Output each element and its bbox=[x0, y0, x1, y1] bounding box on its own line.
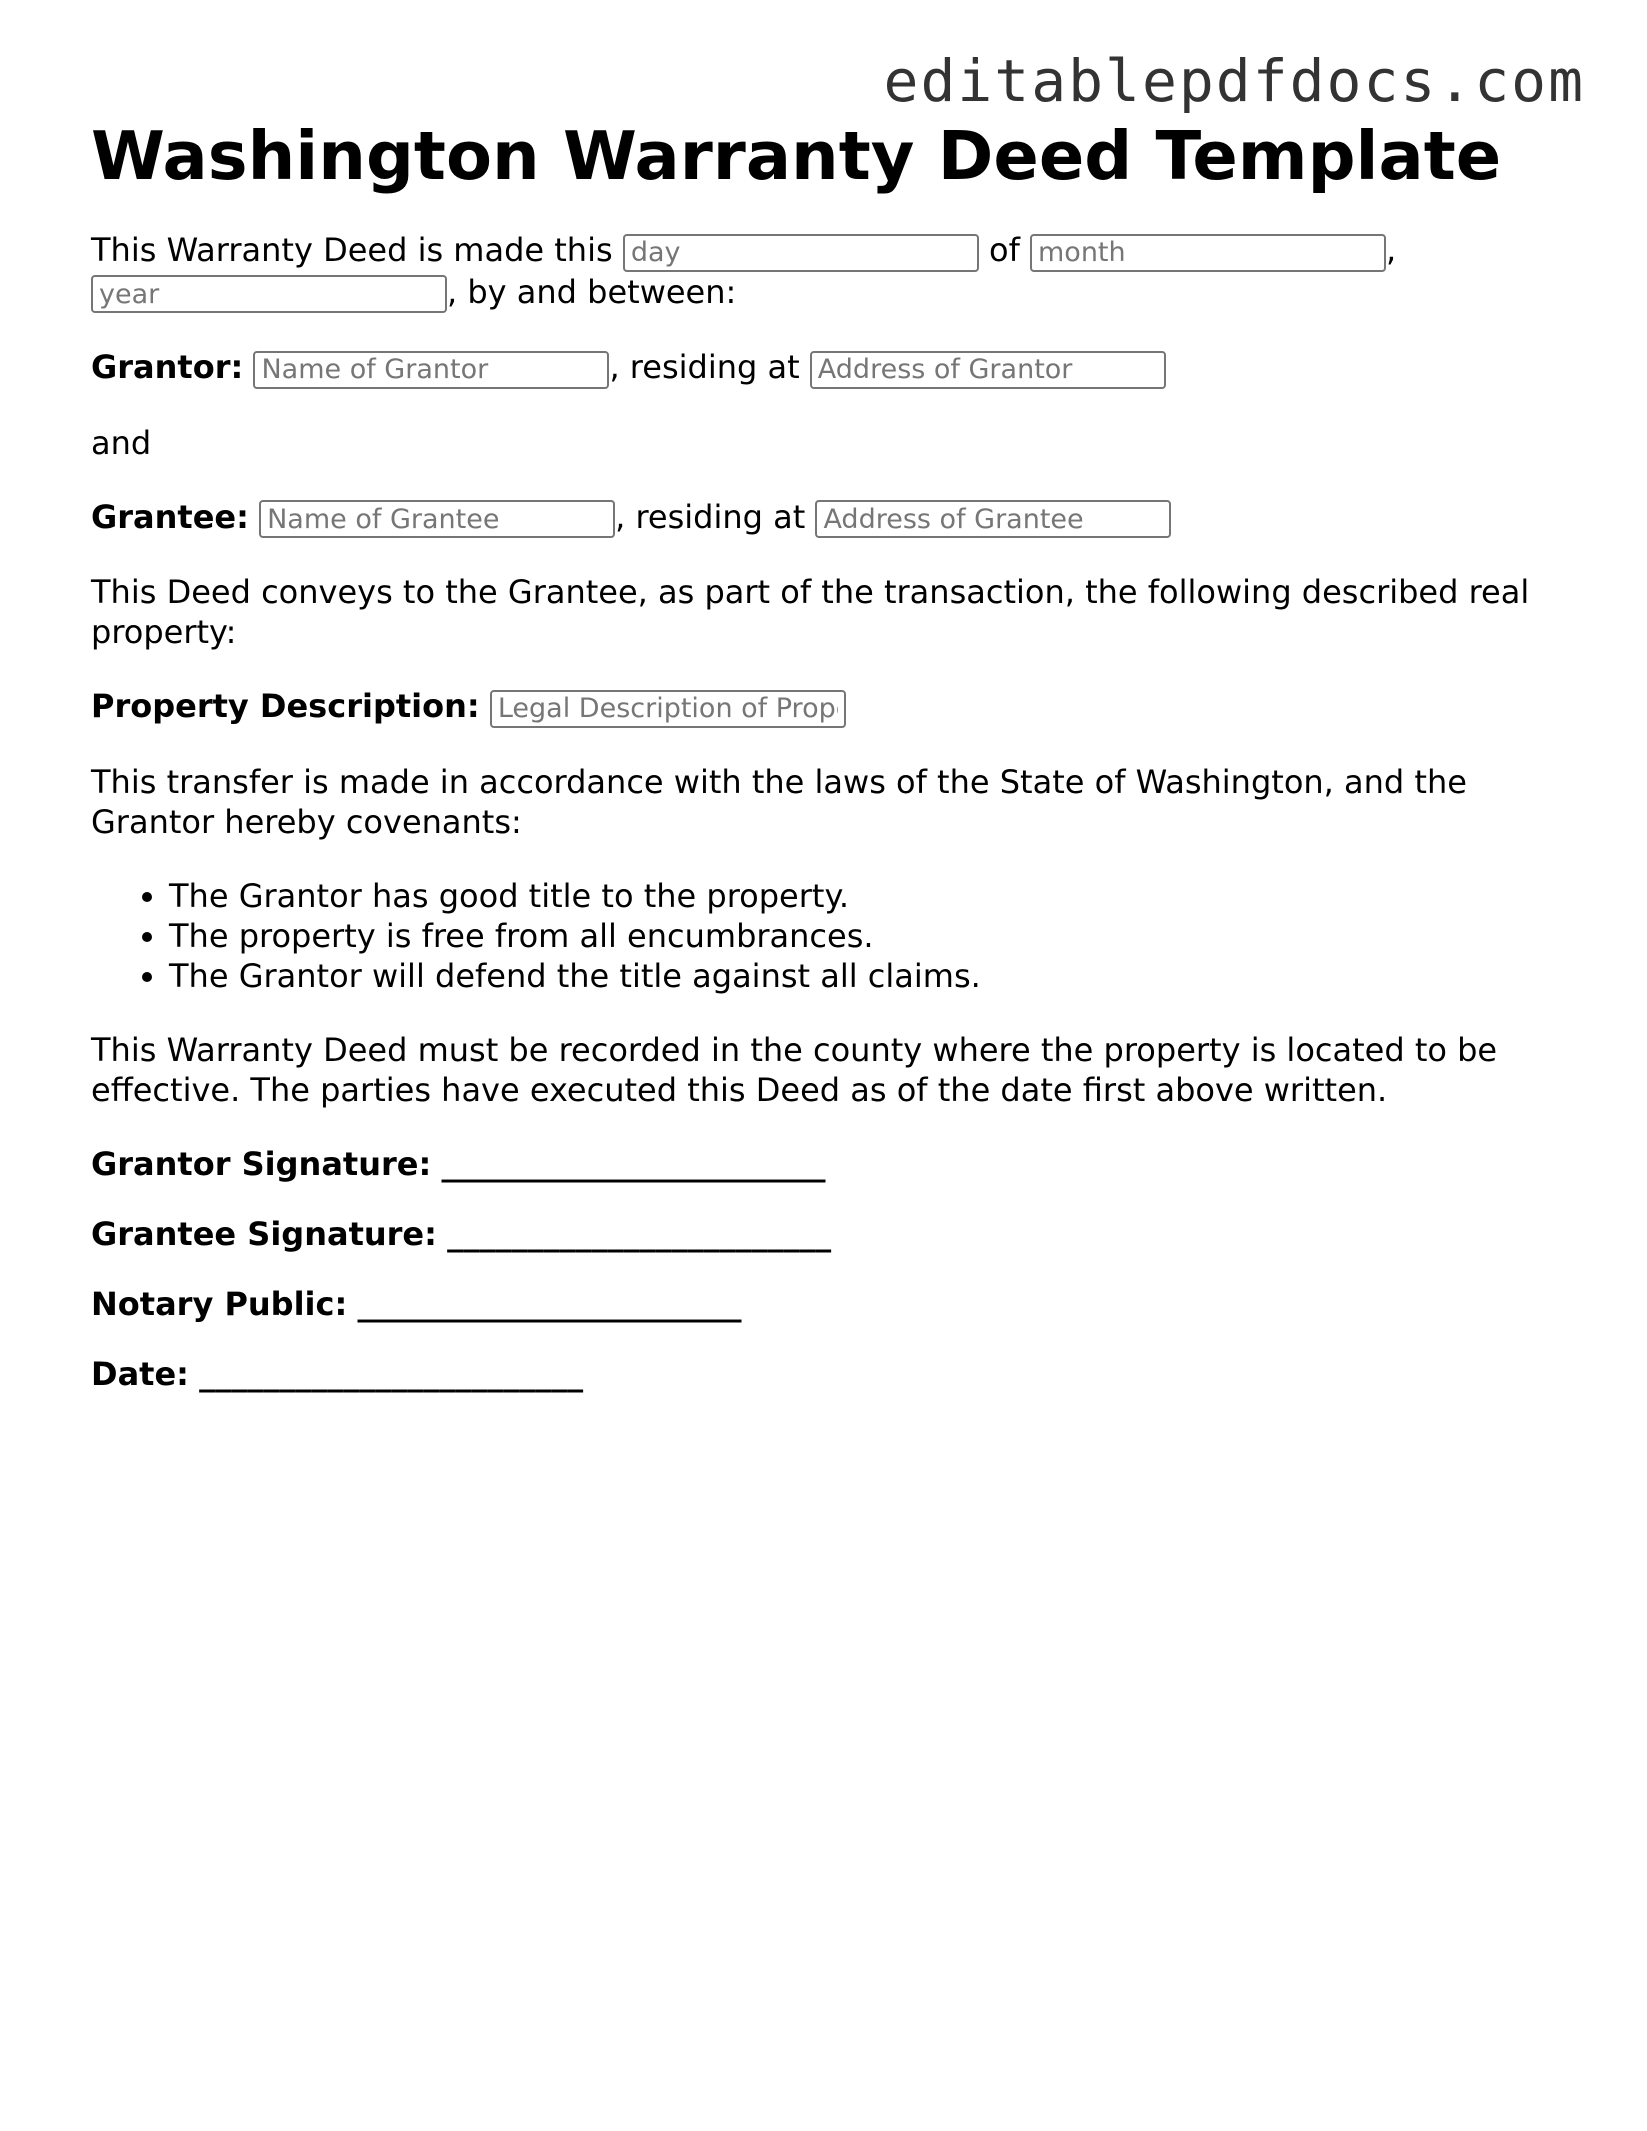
recording-paragraph: This Warranty Deed must be recorded in the county where the property is located to be effective. The parties have executed this Deed as of the date first above written. bbox=[91, 1030, 1498, 1109]
grantee-residing-text: , residing at bbox=[615, 497, 816, 536]
month-input[interactable] bbox=[1030, 234, 1386, 272]
grantor-label: Grantor: bbox=[91, 348, 244, 386]
grantor-signature-row bbox=[91, 1144, 1571, 1184]
date-line: ________________________ bbox=[199, 1354, 584, 1393]
grantor-signature-line: ________________________ bbox=[441, 1144, 826, 1183]
comma-text: , bbox=[1386, 231, 1397, 269]
day-input[interactable] bbox=[623, 234, 979, 272]
intro-paragraph bbox=[91, 230, 1571, 313]
grantee-name-input[interactable] bbox=[259, 500, 615, 538]
notary-label: Notary Public: bbox=[91, 1284, 348, 1323]
grantee-row bbox=[91, 497, 1571, 539]
property-row bbox=[91, 686, 1571, 728]
property-label: Property Description: bbox=[91, 687, 480, 725]
list-item: • The Grantor will defend the title against all claims. bbox=[169, 956, 1571, 996]
year-input[interactable] bbox=[91, 275, 447, 313]
transfer-paragraph: This transfer is made in accordance with the laws of the State of Washington, and the Grantor hereby covenants: bbox=[91, 762, 1467, 841]
deed-document bbox=[91, 116, 1571, 1424]
notary-row bbox=[91, 1284, 1571, 1324]
grantor-address-input[interactable] bbox=[810, 351, 1166, 389]
grantee-address-input[interactable] bbox=[815, 500, 1171, 538]
date-label: Date: bbox=[91, 1354, 189, 1393]
and-text: and bbox=[91, 423, 152, 462]
intro-text: This Warranty Deed is made this bbox=[91, 231, 623, 269]
grantor-row bbox=[91, 347, 1571, 389]
grantee-signature-row bbox=[91, 1214, 1571, 1254]
grantee-signature-label: Grantee Signature: bbox=[91, 1214, 437, 1253]
property-description-input[interactable] bbox=[490, 690, 846, 728]
grantor-residing-text: , residing at bbox=[609, 348, 810, 386]
notary-line: ________________________ bbox=[357, 1284, 742, 1323]
grantee-label: Grantee: bbox=[91, 497, 249, 536]
covenants-list bbox=[91, 876, 1571, 996]
page-title: Washington Warranty Deed Template bbox=[91, 117, 1502, 195]
watermark-text: editablepdfdocs.com bbox=[883, 47, 1585, 115]
grantor-name-input[interactable] bbox=[253, 351, 609, 389]
grantee-signature-line: ________________________ bbox=[447, 1214, 832, 1253]
grantor-signature-label: Grantor Signature: bbox=[91, 1144, 432, 1183]
conveys-paragraph: This Deed conveys to the Grantee, as part of the transaction, the following described real property: bbox=[91, 573, 1530, 651]
date-row bbox=[91, 1354, 1571, 1394]
of-text: of bbox=[978, 231, 1030, 269]
by-between-text: , by and between: bbox=[447, 272, 737, 311]
list-item: • The Grantor has good title to the property. bbox=[169, 876, 1571, 916]
list-item: • The property is free from all encumbrances. bbox=[169, 916, 1571, 956]
